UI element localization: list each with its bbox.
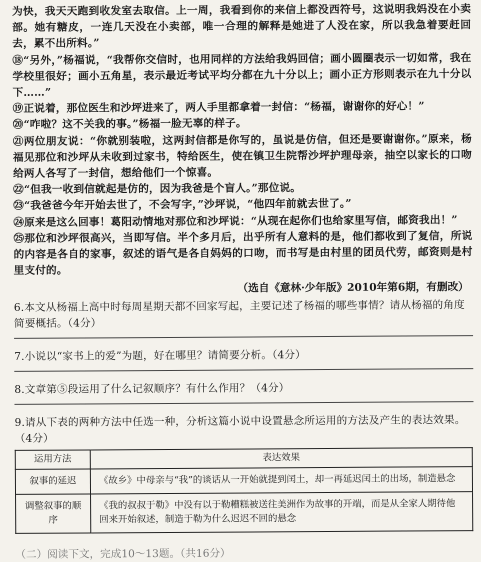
passage-paragraph: ㉕那位和沙坪很高兴，当即写信。半个多月后，出乎所有人意料的是，他们都收到了复信，所说的内容是各自的家事，叙述的语气是各自妈妈的口吻，而书写是由村里的团员代劳，邮资则是村里支付的。 [13,229,473,278]
passage-paragraph: ⑳“咋啦？这不关我的事。”杨福一脸无辜的样子。 [12,117,247,132]
passage-paragraph: ㉑两位朋友说：“你就别装啦，这两封信都是你写的，虽说是仿信，但还是要谢谢你。”原来，杨福见那位和沙坪从未收到过家书，特给医生，使在镇卫生院帮沙坪护理母亲，抽空以家长的口吻给两人各写了一封信，想给他们一个惊喜。 [12,132,472,180]
effect-cell: 《我的叔叔于勒》中没有以于勒糟糕被送往美洲作为故事的开端，而是从全家人期待他回来开始叙述，制造于勒为什么迟迟不回的悬念 [91,492,473,533]
question-7: 7.小说以“家书上的爱”为题，好在哪里？请简要分析。（4分） [14,349,306,364]
answer-line[interactable] [14,369,473,373]
passage-paragraph: ⑱“另外，”杨福说，“我帮你交信时，也用同样的方法给我妈回信；画小圆圈表示一切如常，我在学校里很好；画小五角星，表示最近考试平均分都在九十分以上；画小正方形则表示在九十分以下……” [12,51,472,99]
source-citation: （选自《意林·少年版》2010年第6期，有删改） [237,281,469,296]
passage-paragraph: ㉔原来是这么回事！葛阳动情地对那位和沙坪说：“从现在起你们也给家里写信，邮资我出！” [13,213,458,229]
question-8: 8.文章第⑤段运用了什么记叙顺序？有什么作用？（4分） [14,382,290,397]
question-6: 6.本文从杨福上高中时每周星期天都不回家写起，主要记述了杨福的哪些事情？请从杨福的角度简要概括。（4分） [13,299,465,331]
table-header-effect: 表达效果 [90,448,472,469]
passage-paragraph: ㉒“但我一收到信就起是仿的，因为我爸是个盲人。”那位说。 [13,182,302,197]
next-section-heading: （二）阅读下文，完成10～13题。（共16分） [15,547,231,561]
passage-paragraph: ⑲正说着，那位医生和沙坪进来了，两人手里都拿着一封信：“杨福，谢谢你的好心！” [12,100,425,116]
suspense-methods-table [15,448,474,535]
method-cell: 调整叙事的顺序 [16,494,91,533]
method-cell: 叙事的延迟 [15,469,90,494]
answer-line[interactable] [14,402,473,406]
answer-line[interactable] [14,336,473,340]
table-row [15,467,472,495]
reading-passage [12,1,473,279]
passage-paragraph: 为快，我天天跑到收发室去取信。上一周，我看到你的来信上都没西符号，这说明我妈没在小卖部。她有糖皮，一连几天没在小卖部，唯一合理的解释是她进了人没在家，所以我急着要赶回去，累不出所料。” [12,3,472,51]
passage-paragraph: ㉓“我爸爸今年开始去世了，不会写字，”沙坪说，“他四年前就去世了。” [13,198,352,213]
question-9: 9.请从下表的两种方法中任选一种，分析这篇小说中设置悬念所运用的方法及产生的表达效果。（4分） [14,414,466,446]
question-list [14,298,474,448]
table-header-method: 运用方法 [15,450,90,469]
table-row [16,492,473,534]
effect-cell: 《故乡》中母亲与“我”的谈话从一开始就提到闰土，却一再延迟闰土的出场，制造悬念 [90,467,472,494]
